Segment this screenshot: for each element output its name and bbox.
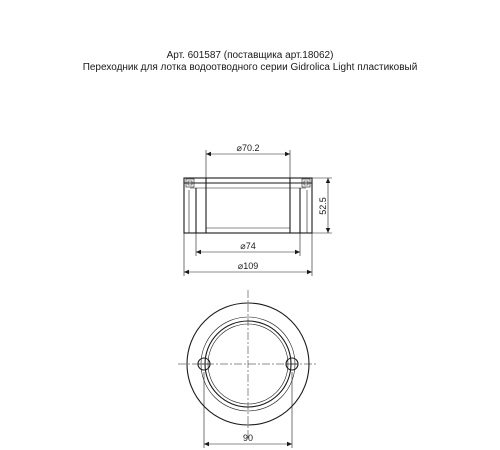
dimension-label: ⌀74 <box>240 241 256 251</box>
article-line: Арт. 601587 (поставщика арт.18062) <box>166 50 334 61</box>
dimension-outer <box>184 233 312 276</box>
product-description: Переходник для лотка водоотводного серии Gidrolica Light пластиковый <box>82 62 418 73</box>
dimension-inner-bottom <box>196 233 300 256</box>
dimension-label: 52.5 <box>318 197 328 215</box>
dimension-label: ⌀109 <box>237 261 259 271</box>
plan-view <box>178 290 318 440</box>
dimension-label: ⌀70.2 <box>236 143 260 153</box>
dimension-label: 90 <box>242 433 254 443</box>
dimension-height <box>312 178 332 233</box>
section-outline <box>184 178 312 233</box>
dimension-inner-top <box>206 143 290 178</box>
section-view <box>184 178 312 233</box>
